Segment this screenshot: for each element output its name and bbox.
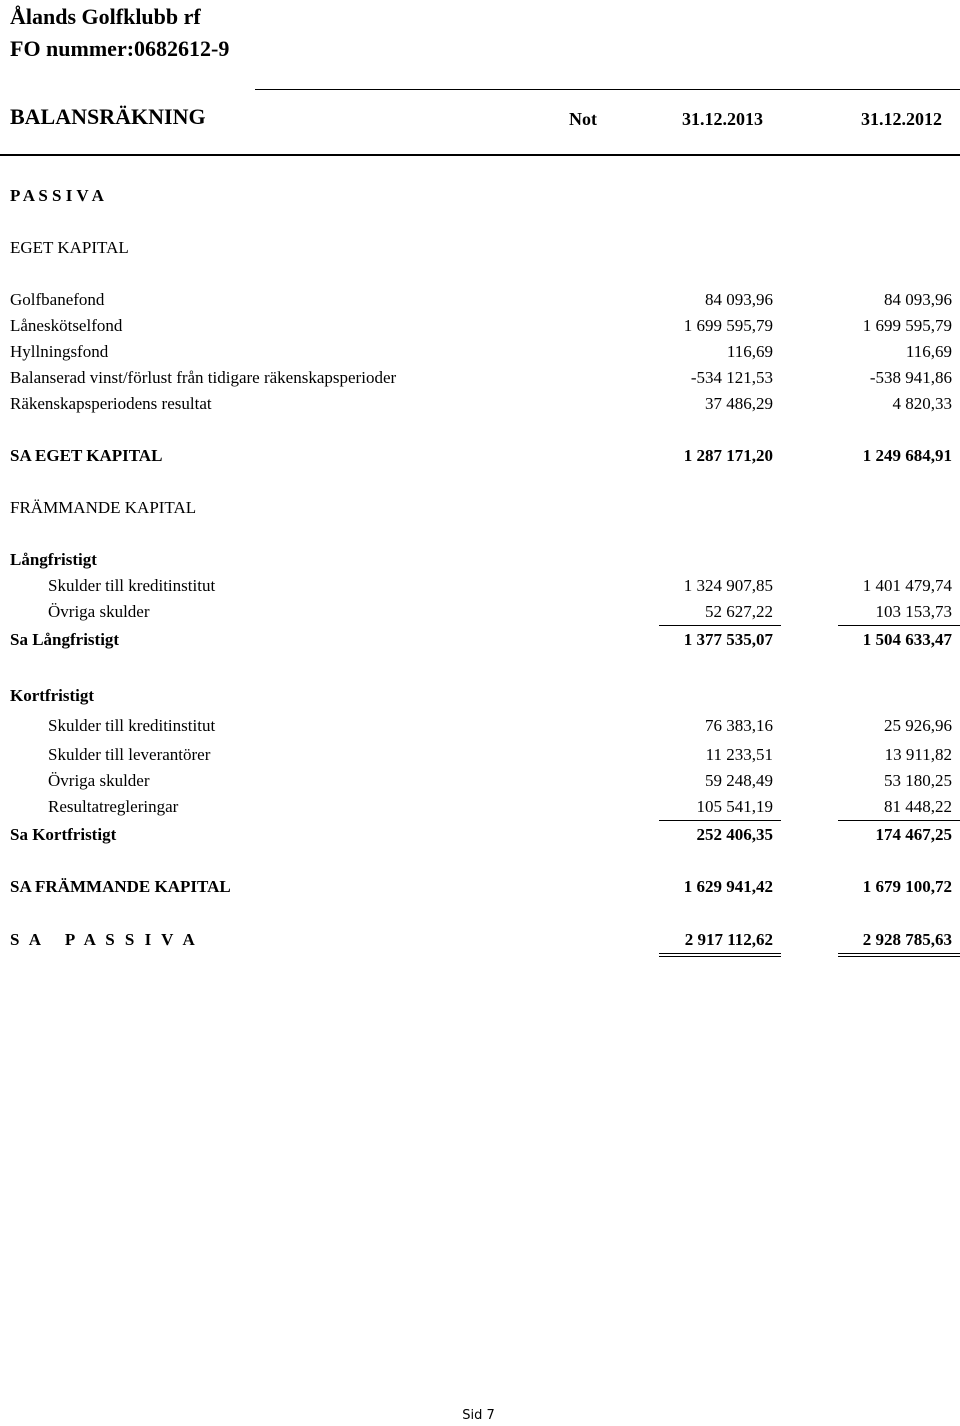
- row-value-2012: 2 928 785,63: [862, 930, 952, 949]
- row-label: Skulder till leverantörer: [48, 745, 211, 764]
- table-row: [0, 716, 960, 740]
- row-value-2013: 76 383,16: [705, 716, 773, 735]
- row-label: SA FRÄMMANDE KAPITAL: [10, 877, 231, 896]
- sa-frammande-row: [0, 877, 960, 901]
- row-label: SA EGET KAPITAL: [10, 446, 163, 465]
- row-label: Skulder till kreditinstitut: [48, 716, 216, 735]
- row-value-2013: 37 486,29: [705, 394, 773, 413]
- frammande-heading-row: [0, 498, 960, 522]
- row-value-2013: 105 541,19: [696, 797, 773, 816]
- row-value-2013: 252 406,35: [696, 825, 773, 844]
- sa-langfristigt-row: [0, 630, 960, 654]
- row-label: Skulder till kreditinstitut: [48, 576, 216, 595]
- header-rule-bottom: [0, 154, 960, 156]
- row-value-2012: 116,69: [905, 342, 952, 361]
- row-label: Golfbanefond: [10, 290, 105, 309]
- row-value-2013: 2 917 112,62: [684, 930, 773, 949]
- subtotal-underline-2012: [838, 625, 960, 626]
- langfristigt-heading: Långfristigt: [10, 550, 97, 569]
- page-footer: [0, 1408, 960, 1423]
- row-value-2012: 13 911,82: [884, 745, 952, 764]
- passiva-heading-row: [0, 186, 960, 210]
- column-header-2012: 31.12.2012: [861, 109, 942, 129]
- row-value-2012: 1 699 595,79: [862, 316, 952, 335]
- row-value-2013: 52 627,22: [705, 602, 773, 621]
- row-label: Hyllningsfond: [10, 342, 109, 361]
- row-value-2013: 11 233,51: [705, 745, 773, 764]
- table-row: [0, 745, 960, 769]
- row-label: Sa Långfristigt: [10, 630, 120, 649]
- row-label: Låneskötselfond: [10, 316, 123, 335]
- frammande-heading: FRÄMMANDE KAPITAL: [10, 498, 197, 517]
- row-value-2013: 1 377 535,07: [683, 630, 773, 649]
- table-row: [0, 342, 960, 366]
- langfristigt-heading-row: [0, 550, 960, 574]
- kortfristigt-heading: Kortfristigt: [10, 686, 95, 705]
- table-row: [0, 576, 960, 600]
- table-row: [0, 771, 960, 795]
- row-label: Balanserad vinst/förlust från tidigare räkenskapsperioder: [10, 368, 397, 387]
- subtotal-underline-2013: [659, 820, 781, 821]
- row-label: Räkenskapsperiodens resultat: [10, 394, 212, 413]
- row-value-2013: 59 248,49: [705, 771, 773, 790]
- kortfristigt-heading-row: [0, 686, 960, 710]
- row-value-2012: 4 820,33: [892, 394, 952, 413]
- row-value-2013: -534 121,53: [690, 368, 773, 387]
- table-row: [0, 290, 960, 314]
- row-value-2013: 1 699 595,79: [683, 316, 773, 335]
- row-value-2012: 103 153,73: [875, 602, 952, 621]
- row-value-2012: 1 679 100,72: [862, 877, 952, 896]
- organization-number: FO nummer:0682612-9: [10, 36, 230, 61]
- row-value-2012: 81 448,22: [884, 797, 952, 816]
- row-label: Övriga skulder: [48, 602, 150, 621]
- total-double-underline-2013-b: [659, 956, 781, 957]
- eget-kapital-heading-row: [0, 238, 960, 262]
- column-header-note: Not: [569, 109, 597, 129]
- header-rule-top: [255, 89, 960, 90]
- table-row: [0, 602, 960, 626]
- row-value-2013: 1 287 171,20: [683, 446, 773, 465]
- row-value-2013: 84 093,96: [705, 290, 773, 309]
- page-number: Sid 7: [462, 1408, 495, 1423]
- row-value-2012: -538 941,86: [869, 368, 952, 387]
- subtotal-underline-2012: [838, 820, 960, 821]
- organization-name: Ålands Golfklubb rf: [10, 4, 201, 29]
- row-value-2013: 1 629 941,42: [683, 877, 773, 896]
- sa-passiva-row: [0, 930, 960, 954]
- eget-kapital-heading: EGET KAPITAL: [10, 238, 129, 257]
- subtotal-underline-2013: [659, 625, 781, 626]
- table-row: [0, 316, 960, 340]
- table-row: [0, 368, 960, 392]
- total-double-underline-2012-b: [838, 956, 960, 957]
- row-value-2012: 1 249 684,91: [862, 446, 952, 465]
- table-row: [0, 394, 960, 418]
- statement-title: BALANSRÄKNING: [10, 104, 206, 129]
- passiva-heading: P A S S I V A: [10, 186, 104, 205]
- total-double-underline-2013-a: [659, 953, 781, 954]
- row-value-2012: 1 504 633,47: [862, 630, 952, 649]
- row-label: Övriga skulder: [48, 771, 150, 790]
- row-value-2012: 53 180,25: [884, 771, 952, 790]
- row-value-2012: 25 926,96: [884, 716, 952, 735]
- row-label: S A P A S S I V A: [10, 930, 198, 949]
- total-double-underline-2012-a: [838, 953, 960, 954]
- row-label: Resultatregleringar: [48, 797, 179, 816]
- row-value-2013: 116,69: [726, 342, 773, 361]
- row-value-2012: 84 093,96: [884, 290, 952, 309]
- column-header-2013: 31.12.2013: [682, 109, 763, 129]
- row-value-2012: 1 401 479,74: [862, 576, 952, 595]
- sa-kortfristigt-row: [0, 825, 960, 849]
- row-label: Sa Kortfristigt: [10, 825, 117, 844]
- sa-eget-kapital-row: [0, 446, 960, 470]
- row-value-2013: 1 324 907,85: [683, 576, 773, 595]
- row-value-2012: 174 467,25: [875, 825, 952, 844]
- table-row: [0, 797, 960, 821]
